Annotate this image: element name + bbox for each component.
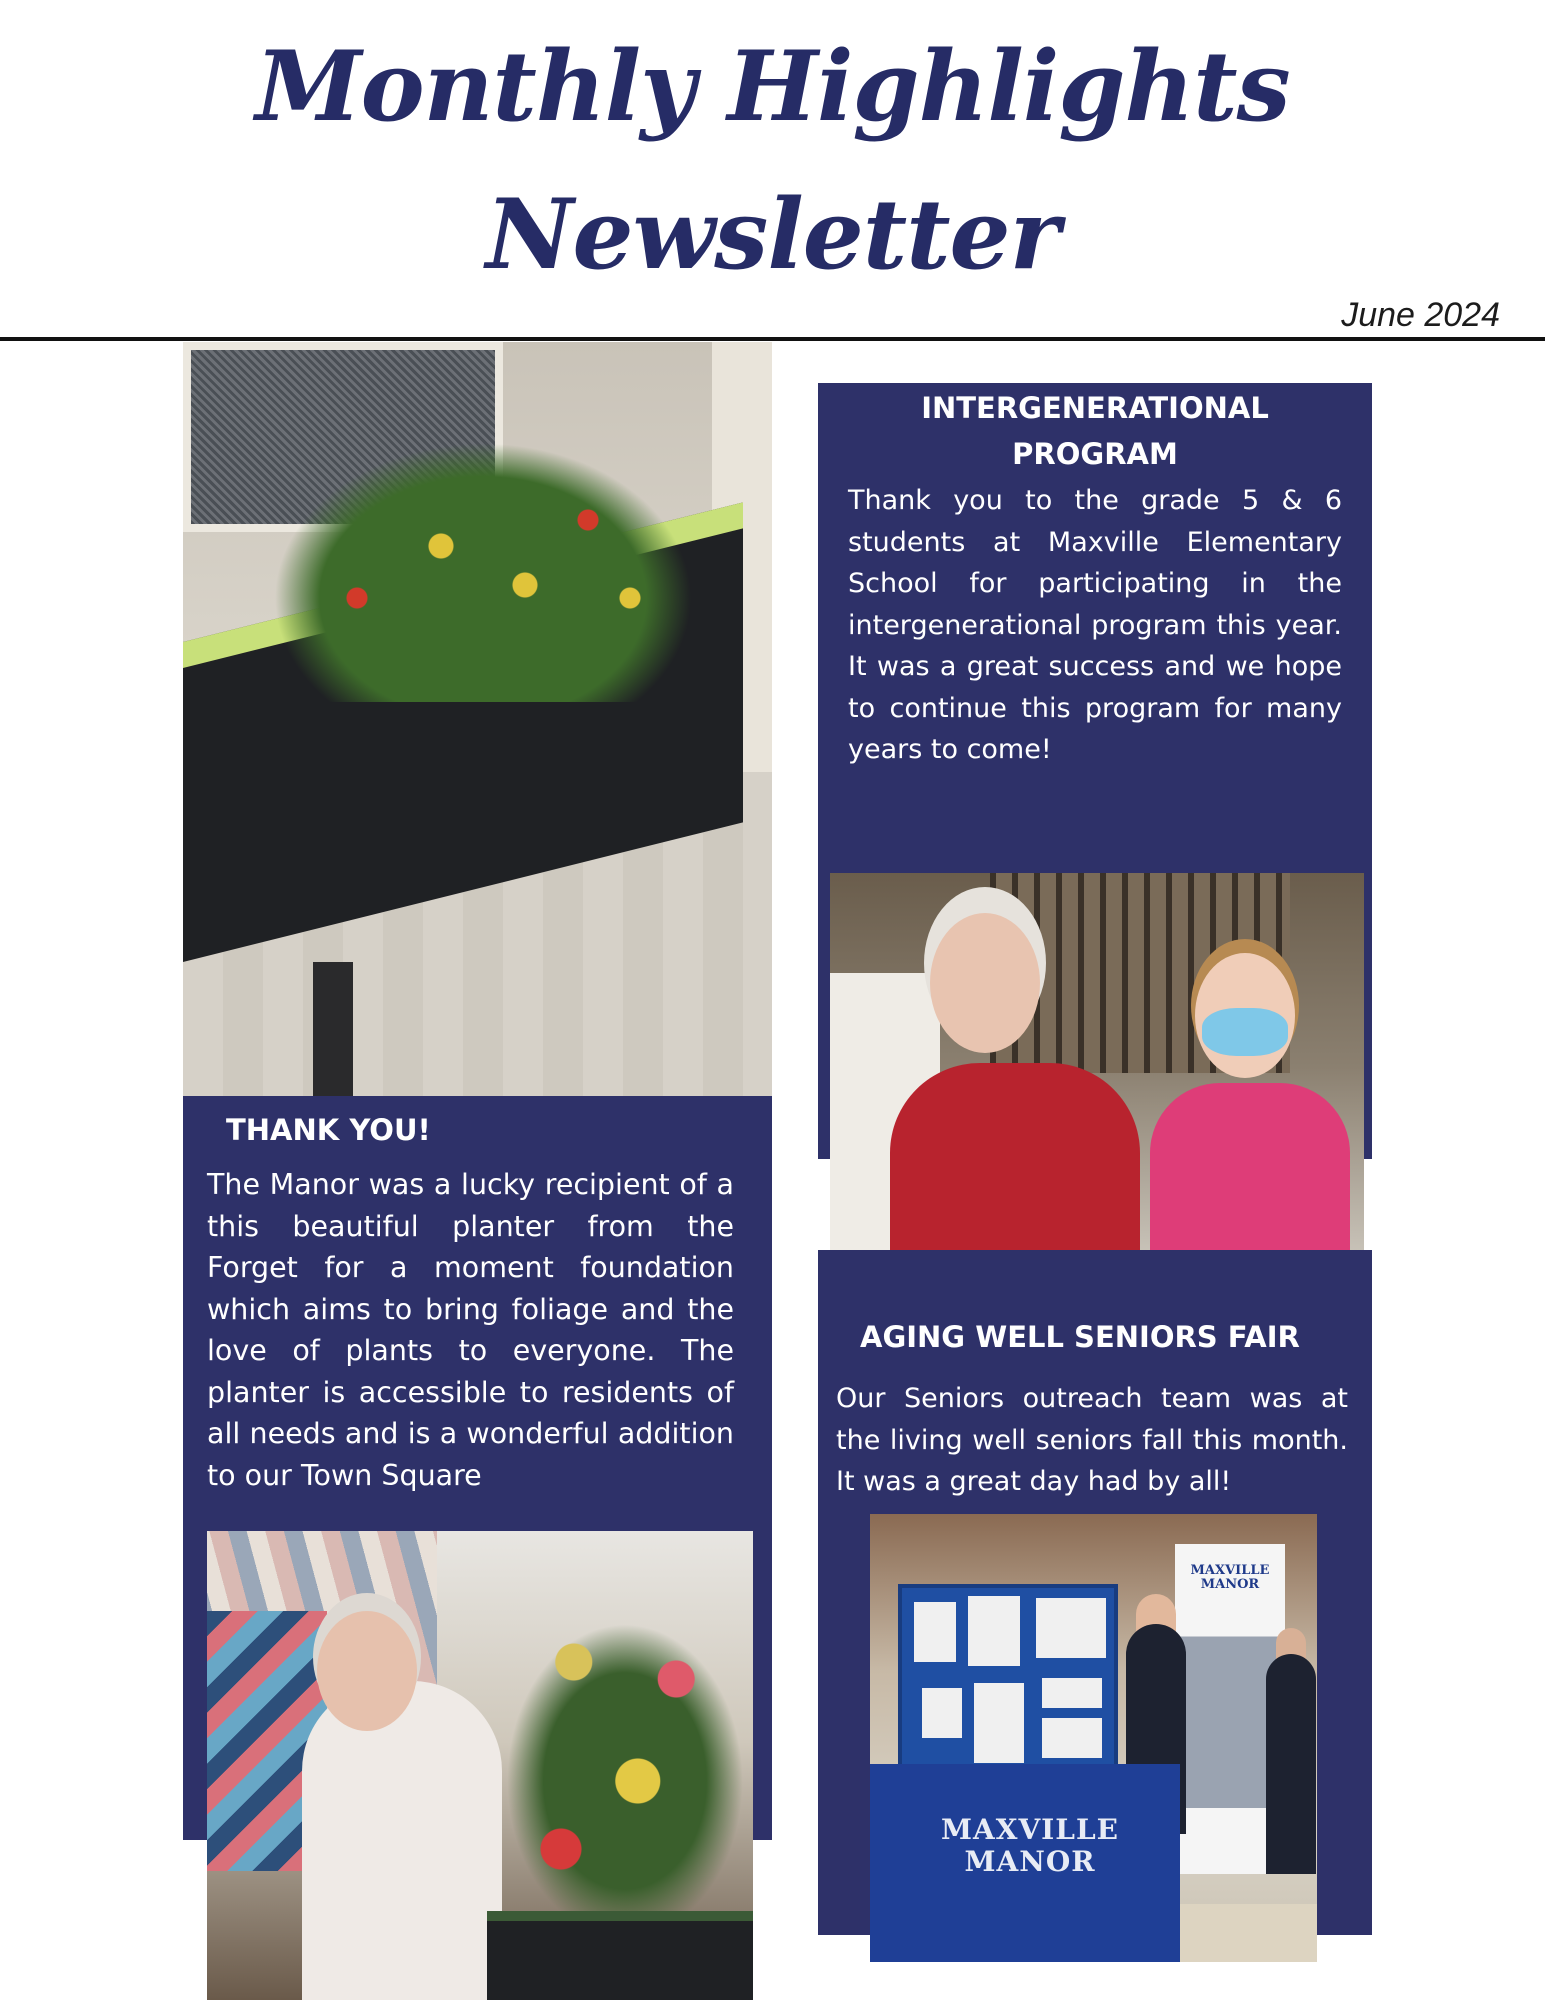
intergenerational-heading-line1: INTERGENERATIONAL (921, 391, 1269, 425)
resident-student-photo (830, 873, 1364, 1305)
seniors-fair-heading: AGING WELL SENIORS FAIR (860, 1320, 1300, 1354)
booth-staff-2 (1266, 1654, 1316, 1874)
seniors-fair-booth-photo (870, 1514, 1317, 1962)
header-divider (0, 337, 1545, 341)
resident-flowers-photo (207, 1531, 753, 2000)
planter-photo-stand (313, 962, 353, 1096)
planter-photo-flowers (273, 442, 693, 702)
planter-photo (183, 342, 772, 1096)
intergenerational-heading-line2: PROGRAM (1012, 437, 1178, 471)
intergenerational-body: Thank you to the grade 5 & 6 students at Maxville Elementary School for participating in the intergenerational program this year. It was a great success and we hope to continue this program for many years to come! (848, 485, 1342, 765)
booth-table-logo-line1: MAXVILLE (941, 1813, 1119, 1846)
resident-flowers-photo-pots (497, 1611, 753, 1951)
resident-flowers-photo-person (302, 1681, 502, 2000)
thank-you-body: The Manor was a lucky recipient of a this beautiful planter from the Forget for a moment foundation which aims to bring foliage and the love of plants to everyone. The planter is accessible to residents of all needs and is a wonderful addition to our Town Square (207, 1168, 734, 1492)
thank-you-heading: THANK YOU! (226, 1113, 431, 1147)
resident-flowers-photo-planter (487, 1911, 753, 2000)
booth-table-logo (910, 1814, 1150, 1878)
issue-date: June 2024 (1341, 296, 1500, 334)
resident-student-photo-resident-head (930, 913, 1040, 1053)
booth-banner-logo: MAXVILLE MANOR (1190, 1563, 1270, 1592)
booth-table-logo-line2: MANOR (964, 1845, 1096, 1878)
seniors-fair-body: Our Seniors outreach team was at the living well seniors fall this month. It was a great day had by all! (836, 1383, 1348, 1497)
booth-display-board (898, 1584, 1118, 1784)
newsletter-title-line1: Monthly Highlights (255, 30, 1290, 143)
resident-flowers-photo-head (317, 1611, 417, 1731)
newsletter-title-line2: Newsletter (485, 178, 1060, 291)
resident-student-photo-mask (1202, 1008, 1288, 1056)
